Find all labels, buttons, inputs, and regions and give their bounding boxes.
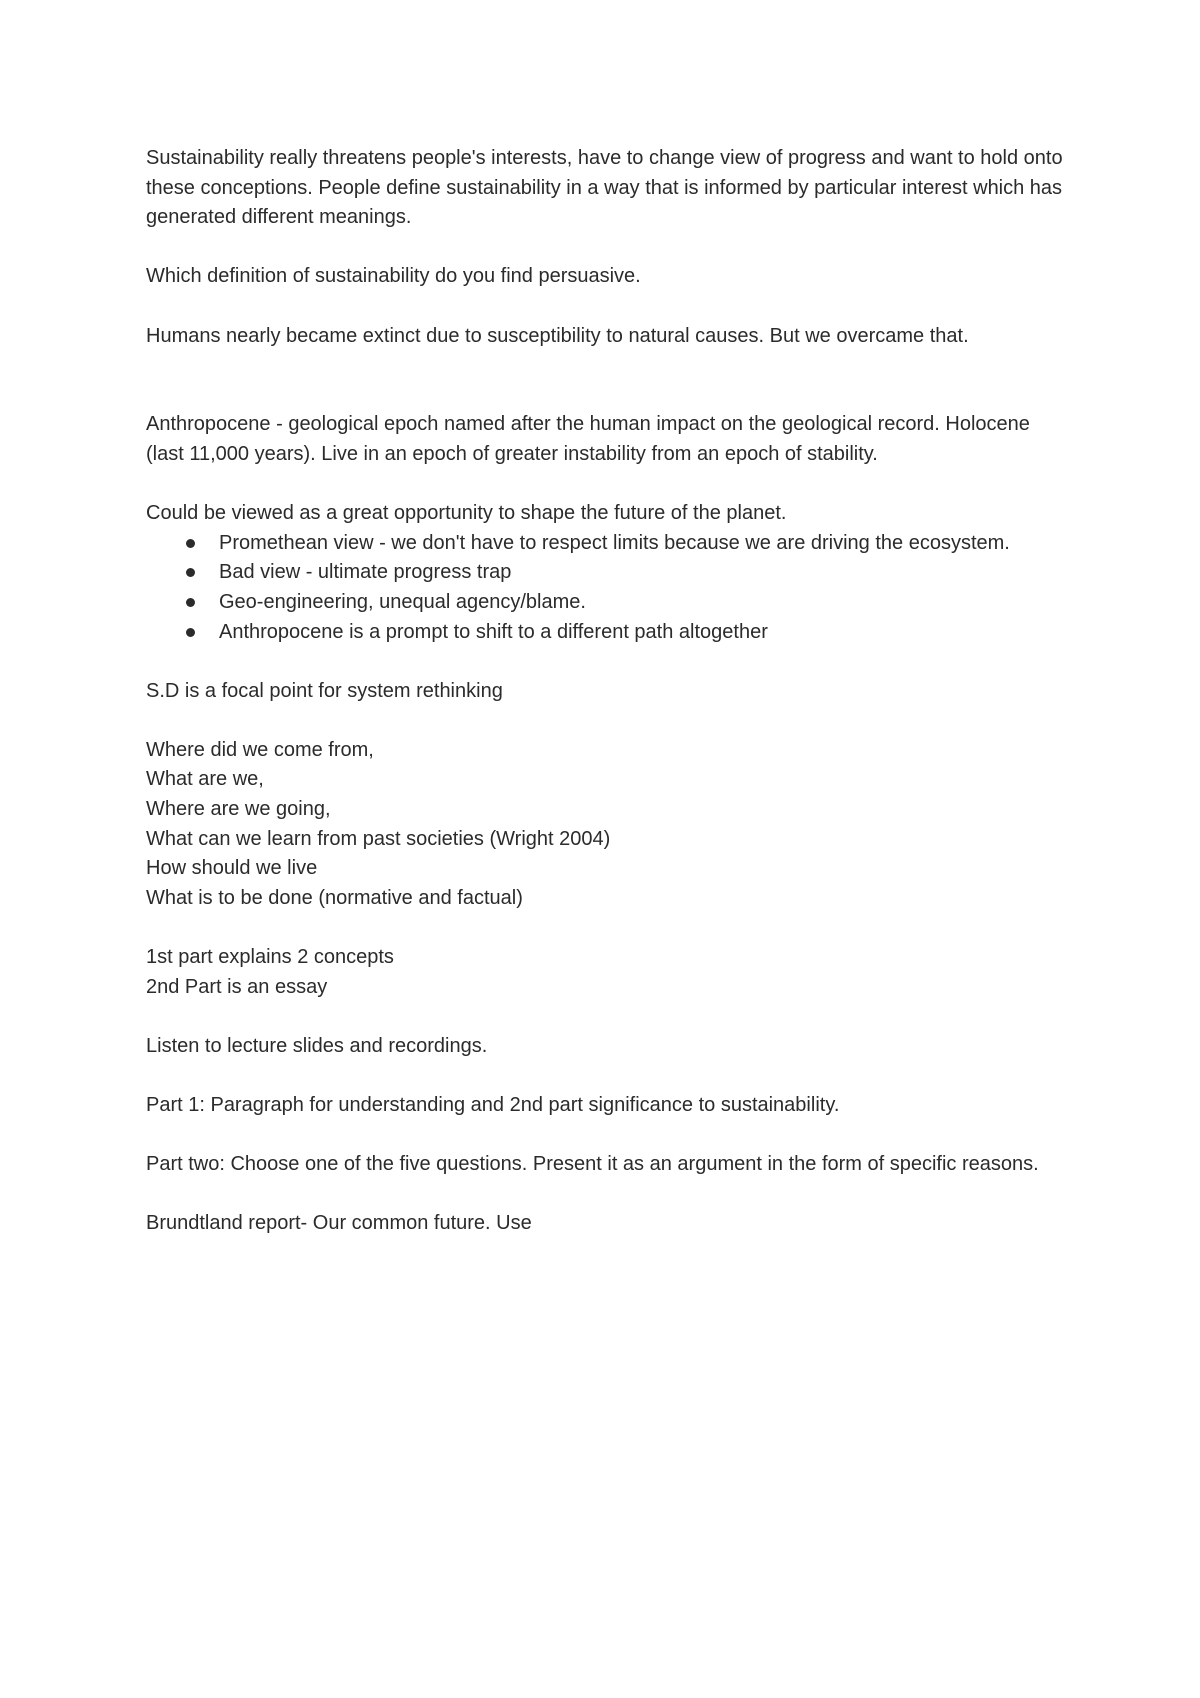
paragraph-sustainability-interests: Sustainability really threatens people's interests, have to change view of progress and want to hold onto these conceptions. People define sustainability in a way that is informed by particular interest which has generated different meanings. — [146, 147, 1063, 229]
bullet-icon — [186, 628, 195, 637]
paragraph-opportunity: Could be viewed as a great opportunity to shape the future of the planet. — [146, 502, 787, 525]
list-item — [146, 618, 1066, 648]
blank-line — [146, 292, 1066, 322]
blank-line — [146, 1061, 1066, 1091]
question-line: Where are we going, — [146, 798, 331, 821]
list-item-text: Bad view - ultimate progress trap — [219, 561, 512, 584]
blank-line — [146, 913, 1066, 943]
blank-line — [146, 1121, 1066, 1151]
blank-line — [146, 1180, 1066, 1210]
question-line: Where did we come from, — [146, 738, 374, 761]
question-line: What can we learn from past societies (Wright 2004) — [146, 827, 611, 850]
list-item — [146, 558, 1066, 588]
paragraph-part-one: Part 1: Paragraph for understanding and 2nd part significance to sustainability. — [146, 1094, 840, 1116]
question-line: How should we live — [146, 857, 318, 880]
blank-lines — [146, 351, 1066, 410]
list-item-text: Promethean view - we don't have to respect limits because we are driving the ecosystem. — [219, 531, 1010, 554]
bullet-icon — [186, 539, 195, 548]
blank-line — [146, 470, 1066, 500]
bullet-icon — [186, 568, 195, 577]
bullet-list — [146, 529, 1066, 647]
paragraph-focal-point: S.D is a focal point for system rethinking — [146, 679, 503, 702]
part-line: 1st part explains 2 concepts — [146, 946, 394, 969]
document-body — [146, 144, 1066, 1239]
question-line: What is to be done (normative and factual) — [146, 886, 523, 909]
bullet-icon — [186, 598, 195, 607]
question-line: What are we, — [146, 768, 264, 791]
list-item-text: Anthropocene is a prompt to shift to a different path altogether — [219, 620, 768, 643]
list-item — [146, 588, 1066, 618]
list-item — [146, 529, 1066, 559]
paragraph-part-two: Part two: Choose one of the five questions. Present it as an argument in the form of specific reasons. — [146, 1153, 1039, 1176]
paragraph-humans-extinct: Humans nearly became extinct due to susceptibility to natural causes. But we overcame that. — [146, 324, 969, 347]
paragraph-definition-question: Which definition of sustainability do you find persuasive. — [146, 265, 641, 288]
blank-line — [146, 647, 1066, 677]
parts-block — [146, 943, 1066, 1002]
blank-line — [146, 706, 1066, 736]
paragraph-listen: Listen to lecture slides and recordings. — [146, 1034, 488, 1057]
paragraph-brundtland: Brundtland report- Our common future. Use — [146, 1212, 532, 1235]
blank-line — [146, 1002, 1066, 1032]
paragraph-anthropocene: Anthropocene - geological epoch named after the human impact on the geological record. Holocene (last 11,000 years). Live in an epoch of greater instability from an epoch of stability. — [146, 413, 1030, 465]
questions-block — [146, 736, 1066, 914]
part-line: 2nd Part is an essay — [146, 975, 328, 998]
list-item-text: Geo-engineering, unequal agency/blame. — [219, 590, 586, 613]
blank-line — [146, 233, 1066, 263]
